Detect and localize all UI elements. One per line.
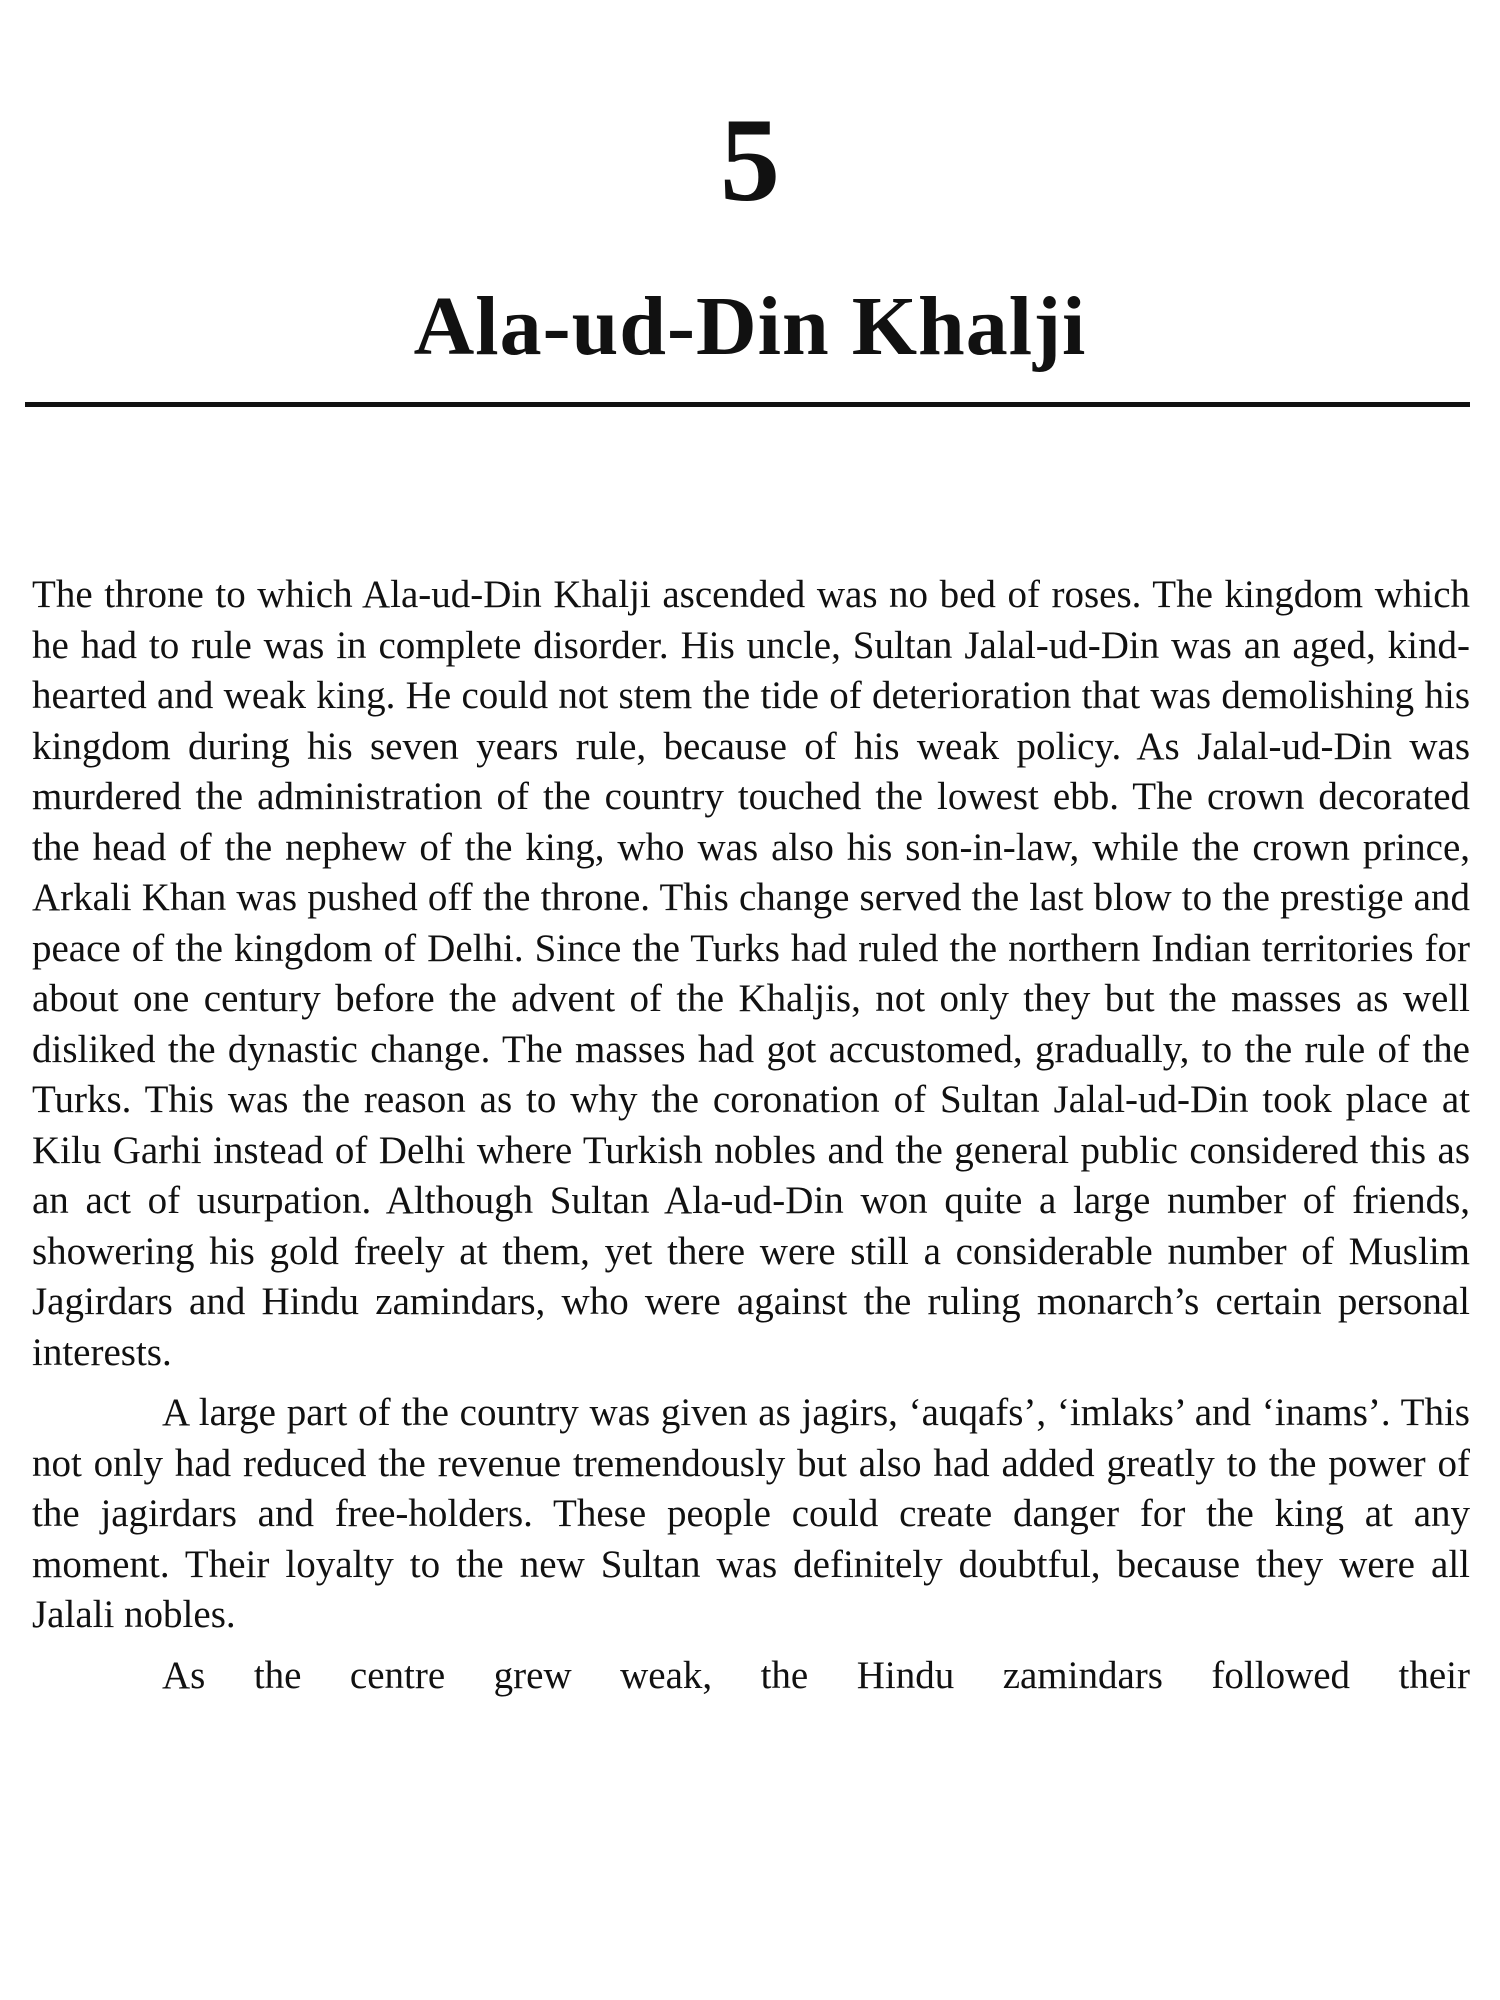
- chapter-number: 5: [720, 93, 780, 226]
- paragraph-1: The throne to which Ala-ud-Din Khalji ascended was no bed of roses. The kingdom which he had to rule was in complete disorder. His uncle, Sultan Jalal-ud-Din was an aged, kind-hearted and weak king. He could not stem the tide of deterioration that was demolishing his kingdom during his seven years rule, because of his weak policy. As Jalal-ud-Din was murdered the administration of the country touched the lowest ebb. The crown decorated the head of the nephew of the king, who was also his son-in-law, while the crown prince, Arkali Khan was pushed off the throne. This change served the last blow to the prestige and peace of the kingdom of Delhi. Since the Turks had ruled the northern Indian territories for about one century before the advent of the Khaljis, not only they but the masses as well disliked the dynastic change. The masses had got accustomed, gradually, to the rule of the Turks. This was the reason as to why the coronation of Sultan Jalal-ud-Din took place at Kilu Garhi instead of Delhi where Turkish nobles and the general public considered this as an act of usurpation. Although Sultan Ala-ud-Din won quite a large number of friends, showering his gold freely at them, yet there were still a considerable number of Muslim Jagirdars and Hindu zamindars, who were against the ruling monarch’s certain personal interests.: [32, 573, 1470, 1374]
- paragraph-2: A large part of the country was given as jagirs, ‘auqafs’, ‘imlaks’ and ‘inams’. This not only had reduced the revenue tremendously but also had added greatly to the power of the jagirdars and free-holders. These people could create danger for the king at any moment. Their loyalty to the new Sultan was definitely doubtful, because they were all Jalali nobles.: [32, 1391, 1470, 1636]
- paragraph-3: As the centre grew weak, the Hindu zamindars followed their: [162, 1653, 1470, 1697]
- title-divider: [25, 402, 1470, 407]
- chapter-title: Ala-ud-Din Khalji: [413, 280, 1087, 373]
- chapter-body: [32, 570, 1470, 1701]
